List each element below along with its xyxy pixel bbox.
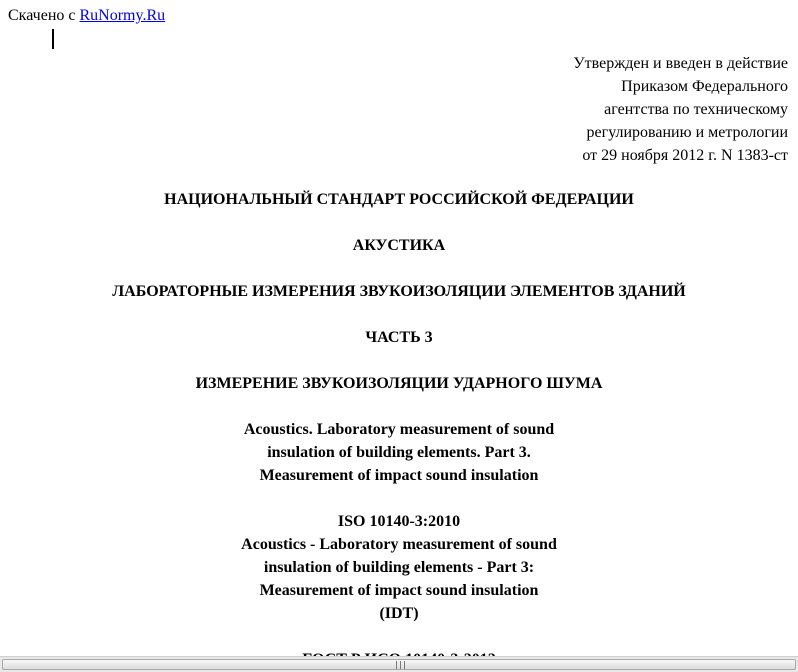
- horizontal-scrollbar[interactable]: [0, 656, 798, 672]
- standard-type-heading: НАЦИОНАЛЬНЫЙ СТАНДАРТ РОССИЙСКОЙ ФЕДЕРАЦИИ: [164, 191, 634, 208]
- iso-title-line: insulation of building elements - Part 3:: [263, 559, 535, 576]
- iso-number: ISO 10140-3:2010: [337, 513, 461, 530]
- iso-block: [0, 510, 798, 625]
- title-heading: ЛАБОРАТОРНЫЕ ИЗМЕРЕНИЯ ЗВУКОИЗОЛЯЦИИ ЭЛЕМЕНТОВ ЗДАНИЙ: [112, 283, 686, 300]
- iso-status: (IDT): [379, 605, 419, 622]
- english-title-line: Measurement of impact sound insulation: [259, 467, 539, 484]
- field-heading: АКУСТИКА: [352, 237, 446, 254]
- approval-line: агентства по техническому: [604, 101, 788, 118]
- approval-line: регулированию и метрологии: [586, 124, 788, 141]
- iso-title-line: Measurement of impact sound insulation: [259, 582, 539, 599]
- source-link[interactable]: RuNormy.Ru: [79, 7, 166, 24]
- source-line: [8, 6, 165, 26]
- source-prefix: Скачено с: [8, 7, 76, 24]
- approval-line: от 29 ноября 2012 г. N 1383-ст: [582, 147, 788, 164]
- english-title-block: [0, 418, 798, 487]
- english-title-line: insulation of building elements. Part 3.: [267, 444, 531, 461]
- approval-line: Утвержден и введен в действие: [573, 55, 788, 72]
- scroll-grip-icon: [396, 661, 405, 669]
- part-heading: ЧАСТЬ 3: [365, 329, 433, 346]
- subtitle-heading: ИЗМЕРЕНИЕ ЗВУКОИЗОЛЯЦИИ УДАРНОГО ШУМА: [195, 375, 603, 392]
- english-title-line: Acoustics. Laboratory measurement of sound: [243, 421, 555, 438]
- iso-title-line: Acoustics - Laboratory measurement of sound: [241, 536, 557, 553]
- approval-block: [428, 52, 788, 167]
- text-caret: [52, 29, 54, 49]
- approval-line: Приказом Федерального: [621, 78, 788, 95]
- scrollbar-thumb[interactable]: [2, 659, 796, 670]
